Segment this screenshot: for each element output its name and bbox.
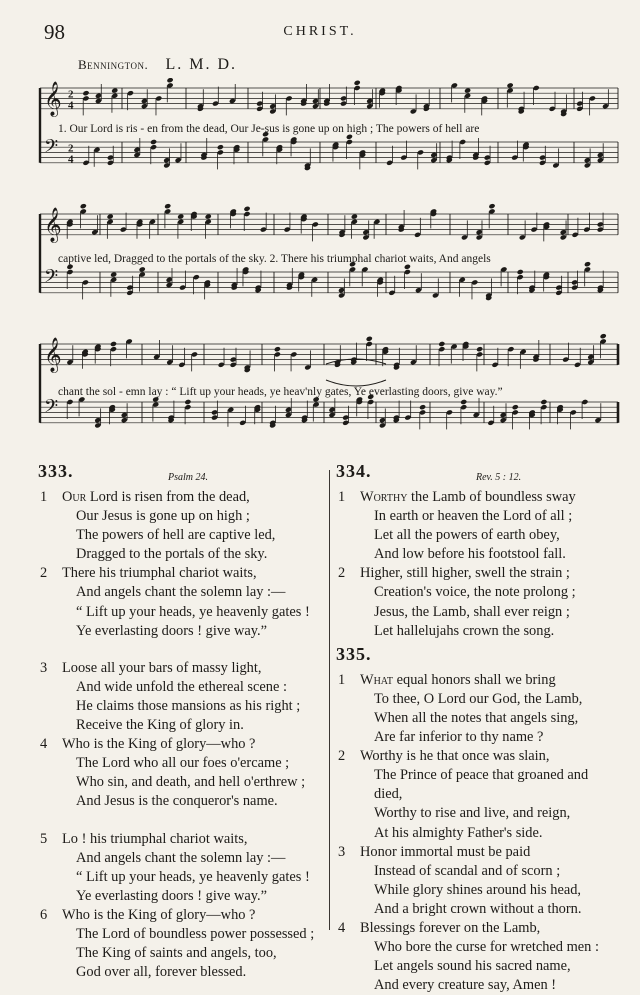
line-text: At his almighty Father's side.	[374, 824, 543, 841]
line-text: Instead of scandal and of scorn ;	[374, 862, 561, 879]
stanza-line	[38, 887, 328, 906]
line-text: Dragged to the portals of the sky.	[76, 546, 268, 563]
line-text: While glory shines around his head,	[374, 881, 582, 898]
lyric-line-1: 1. Our Lord is ris - en from the dead, Our Je-sus is gone up on high ; The powers of hell are	[58, 123, 480, 135]
stanza-line	[336, 603, 622, 622]
music-score	[38, 78, 620, 450]
line-text: “ Lift up your heads, ye heavenly gates !	[76, 603, 310, 620]
note-head-icon	[110, 272, 117, 278]
stanza-line	[38, 849, 328, 868]
verse-number: 1	[338, 671, 346, 688]
line-text: And Jesus is the conqueror's name.	[76, 793, 278, 810]
hymn-column-right	[336, 462, 622, 995]
verse-number: 4	[338, 919, 346, 936]
stanza-line	[336, 862, 622, 881]
stanza-line	[38, 507, 328, 526]
note-head-icon	[150, 139, 157, 145]
line-text: He claims those mansions as his right ;	[76, 697, 301, 714]
note-head-icon	[184, 399, 191, 405]
stanza	[38, 735, 328, 811]
note-head-icon	[164, 203, 171, 209]
stanza-line	[336, 690, 622, 709]
line-text: The Lord who all our foes o'ercame ;	[76, 755, 290, 772]
line-text: Ye everlasting doors ! give way.”	[76, 887, 268, 904]
line-text: died,	[374, 786, 403, 803]
note-head-icon	[600, 333, 607, 339]
line-text: equal honors shall we bring	[393, 671, 556, 688]
stanza-line	[38, 906, 328, 925]
hymn-reference: Psalm 24.	[168, 472, 208, 483]
note-head-icon	[517, 269, 524, 275]
line-text: And every creature say, Amen !	[374, 977, 557, 994]
line-text: When all the notes that angels sing,	[374, 709, 579, 726]
stanza	[336, 919, 622, 995]
stanza-line	[336, 488, 622, 507]
stanza	[336, 747, 622, 842]
stanza-line	[336, 728, 622, 747]
hymn-heading	[38, 462, 328, 488]
stanza-line	[38, 963, 328, 982]
note-head-icon	[460, 399, 467, 405]
stanza-line	[38, 735, 328, 754]
line-text: And a bright crown without a thorn.	[374, 900, 582, 917]
stanza	[38, 488, 328, 564]
line-text: And angels chant the solemn lay :—	[76, 584, 286, 601]
bass-clef-icon: 𝄢	[44, 266, 59, 292]
treble-clef-icon: 𝄞	[44, 337, 62, 373]
verse-number: 5	[40, 830, 48, 847]
stanza-line	[336, 564, 622, 583]
line-text: Are far inferior to thy name ?	[374, 729, 544, 746]
line-text: Our Jesus is gone up on high ;	[76, 508, 250, 525]
note-head-icon	[419, 404, 426, 410]
line-text: “ Lift up your heads, ye heavenly gates !	[76, 868, 310, 885]
line-text: Let hallelujahs crown the song.	[374, 622, 555, 639]
line-text: Blessings forever on the Lamb,	[360, 919, 541, 936]
note-head-icon	[205, 214, 212, 220]
line-text: Receive the King of glory in.	[76, 717, 244, 734]
stanza-line	[38, 830, 328, 849]
stanza	[38, 659, 328, 735]
stanza-line	[336, 545, 622, 564]
note-head-icon	[110, 341, 117, 347]
note-head-icon	[177, 214, 184, 220]
line-text: And angels chant the solemn lay :—	[76, 849, 286, 866]
stanza	[336, 488, 622, 564]
page-header	[0, 20, 640, 44]
line-text: Let all the powers of earth obey,	[374, 527, 560, 544]
line-text: Honor immortal must be paid	[360, 843, 531, 860]
note-head-icon	[354, 80, 361, 86]
stanza-line	[336, 671, 622, 690]
hymn-heading	[336, 645, 622, 671]
note-head-icon	[438, 341, 445, 347]
stanza	[38, 564, 328, 640]
stanza-line	[336, 785, 622, 804]
stanza-line	[336, 824, 622, 843]
stanza-line	[336, 747, 622, 766]
note-head-icon	[507, 82, 514, 88]
note-head-icon	[111, 88, 118, 94]
line-text: The King of saints and angels, too,	[76, 945, 277, 962]
stanza-line	[336, 709, 622, 728]
hymn-number: 333.	[38, 461, 74, 481]
verse-number: 1	[338, 489, 346, 505]
stanza-line	[38, 622, 328, 641]
verse-number: 3	[40, 659, 48, 676]
stanza-line	[38, 583, 328, 602]
stanza-line	[336, 919, 622, 938]
stanza-line	[38, 564, 328, 583]
stanza-line	[38, 716, 328, 735]
hymn-number: 335.	[336, 643, 372, 664]
time-signature-bottom: 4	[68, 99, 74, 112]
hymn-number: 334.	[336, 461, 372, 481]
verse-number: 2	[338, 748, 346, 765]
line-text: God over all, forever blessed.	[76, 964, 247, 981]
time-signature-top: 2	[68, 142, 74, 155]
note-head-icon	[464, 88, 471, 94]
note-head-icon	[366, 336, 373, 342]
stanza-line	[38, 678, 328, 697]
running-title: CHRIST.	[283, 24, 357, 39]
tune-name: Bennington.	[78, 57, 149, 72]
verse-number: 1	[40, 489, 48, 505]
note-head-icon	[476, 346, 483, 352]
stanza-line	[38, 868, 328, 887]
tune-meter: L. M. D.	[165, 56, 238, 73]
line-text: Loose all your bars of massy light,	[62, 659, 262, 676]
time-signature-bottom: 4	[68, 153, 74, 166]
note-head-icon	[512, 404, 519, 410]
line-text: To thee, O Lord our God, the Lamb,	[374, 690, 583, 707]
stanza-line	[336, 957, 622, 976]
page-number: 98	[44, 20, 65, 44]
line-text: Worthy is he that once was slain,	[360, 748, 550, 765]
stanza-line	[38, 925, 328, 944]
note-head-icon	[274, 346, 281, 352]
verse-number: 3	[338, 843, 346, 860]
stanza-line	[38, 944, 328, 963]
stanza-line	[38, 659, 328, 678]
stanza-line	[38, 526, 328, 545]
note-head-icon	[167, 78, 174, 83]
stanza	[336, 671, 622, 747]
stanza-line	[336, 766, 622, 785]
stanza-first-word: What	[360, 671, 394, 688]
note-head-icon	[217, 144, 224, 150]
bass-clef-icon: 𝄢	[44, 136, 59, 162]
line-text: The powers of hell are captive led,	[76, 527, 276, 544]
stanza-line	[38, 697, 328, 716]
line-text: The Prince of peace that groaned and	[374, 767, 589, 784]
line-text: Who bore the curse for wretched men :	[374, 939, 599, 956]
stanza-line	[336, 507, 622, 526]
line-text: In earth or heaven the Lord of all ;	[374, 508, 573, 525]
stanza-line	[336, 622, 622, 641]
stanza-line	[38, 773, 328, 792]
hymn-column-left	[38, 462, 328, 982]
bass-clef-icon: 𝄢	[44, 396, 59, 422]
verse-number: 2	[40, 565, 48, 582]
stanza	[38, 830, 328, 906]
line-text: Creation's voice, the note prolong ;	[374, 584, 576, 601]
line-text: Lord is risen from the dead,	[86, 489, 250, 505]
stanza	[336, 564, 622, 640]
note-head-icon	[139, 266, 146, 272]
time-signature-top: 2	[68, 88, 74, 101]
stanza-line	[38, 603, 328, 622]
verse-number: 6	[40, 906, 48, 923]
note-head-icon	[243, 206, 250, 212]
hymn-reference: Rev. 5 : 12.	[476, 472, 522, 483]
line-text: Ye everlasting doors ! give way.”	[76, 622, 268, 639]
line-text: And low before his footstool fall.	[374, 546, 566, 563]
stanza-line	[336, 843, 622, 862]
stanza-line	[38, 545, 328, 564]
stanza	[336, 843, 622, 919]
stanza-line	[38, 792, 328, 811]
note-head-icon	[584, 261, 591, 267]
stanza-line	[336, 976, 622, 995]
stanza-line	[336, 881, 622, 900]
stanza-first-word: Our	[62, 489, 87, 505]
line-text: Who is the King of glory—who ?	[62, 906, 256, 923]
lyric-line-3: chant the sol - emn lay : “ Lift up your heads, ye heav'nly gates, Ye everlasting doors, give way.”	[58, 386, 503, 398]
column-divider	[329, 470, 330, 930]
treble-clef-icon: 𝄞	[44, 207, 62, 243]
stanza	[38, 906, 328, 982]
line-text: Worthy to rise and live, and reign,	[374, 805, 571, 822]
stanza-line	[336, 900, 622, 919]
hymn-heading	[336, 462, 622, 488]
tune-heading	[78, 56, 237, 74]
stanza-line	[336, 804, 622, 823]
line-text: Let angels sound his sacred name,	[374, 958, 571, 975]
line-text: The Lord of boundless power possessed ;	[76, 925, 315, 942]
verse-number: 2	[338, 565, 346, 582]
stanza-line	[38, 488, 328, 507]
stanza-first-word: Worthy	[360, 489, 408, 505]
note-head-icon	[488, 203, 495, 209]
line-text: Higher, still higher, swell the strain ;	[360, 565, 570, 582]
note-head-icon	[80, 203, 87, 209]
note-head-icon	[107, 214, 114, 220]
line-text: Lo ! his triumphal chariot waits,	[62, 830, 248, 847]
line-text: the Lamb of boundless sway	[407, 489, 576, 505]
note-head-icon	[82, 90, 89, 96]
lyric-line-2: captive led, Dragged to the portals of the sky. 2. There his triumphal chariot waits, And angels	[58, 253, 491, 265]
line-text: And wide unfold the ethereal scene :	[76, 678, 287, 695]
note-head-icon	[540, 399, 547, 405]
note-head-icon	[351, 214, 358, 220]
stanza-line	[336, 583, 622, 602]
stanza-line	[38, 754, 328, 773]
stanza-line	[336, 526, 622, 545]
line-text: Who sin, and death, and hell o'erthrew ;	[76, 774, 306, 791]
line-text: Jesus, the Lamb, shall ever reign ;	[374, 603, 570, 620]
verse-number: 4	[40, 736, 48, 753]
line-text: There his triumphal chariot waits,	[62, 565, 257, 582]
line-text: Who is the King of glory—who ?	[62, 736, 256, 753]
treble-clef-icon: 𝄞	[44, 81, 62, 117]
